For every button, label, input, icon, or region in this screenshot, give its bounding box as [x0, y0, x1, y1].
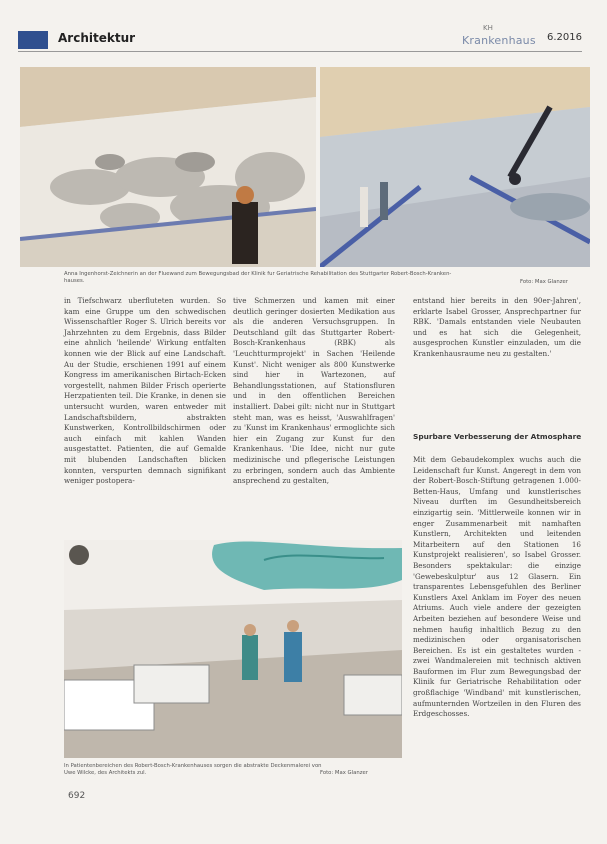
logo-mark: KH [483, 24, 493, 32]
photo-credit: Foto: Max Glanzer [520, 279, 568, 285]
photo-caption-continued: hauses. [64, 278, 85, 284]
section-color-bar [18, 31, 48, 49]
paragraph: in Tiefschwarz uberfluteten wurden. So kam eine Gruppe um den schwedischen Wissenschaftler Roger S. Ulrich bereits vor Jahrzehnten zu dem Ergebnis, dass Bilder eine ahnlich 'heilende' Wirkung entfalten konnen wie der Blick auf eine Landschaft. Au der Studie, erschienen 1991 auf einem Kongress im amerikanischen Birtach-Ecken vorgestellt, nahmen Bilder Frisch operierte Herzpatienten teil. Die Kranke, in denen sie untersucht wurden, waren entweder mit Landschaftsbildern, abstrakten Kunstwerken, Kontrollbildschirmen oder auch einfach mit kahlen Wanden ausgestattet. Patienten, die auf Gemalde mit blubenden Landschaften blicken konnten, verspurten demnach signifikant weniger postopera- [64, 296, 226, 486]
article-column-2 [233, 296, 395, 487]
photo-corridor-diver [320, 67, 590, 267]
page-number: 692 [68, 791, 86, 801]
photo-credit: Foto: Max Glanzer [320, 770, 368, 776]
issue-number: 6.2016 [547, 32, 582, 43]
photo-caption-continued: Uwe Wilcke, des Architekts zul. [64, 770, 147, 776]
magazine-logo [462, 24, 536, 50]
subheading: Spurbare Verbesserung der Atmosphare [413, 432, 582, 441]
photo-caption: In Patientenbereichen des Robert-Bosch-Krankenhauses sorgen die abstrakte Deckenmalerei von [64, 763, 322, 769]
article-column-3 [413, 296, 581, 360]
paragraph: entstand hier bereits in den 90er-Jahren', erklarte Isabel Grosser, Ansprechpartner fur RBK. 'Damals entstanden viele Neubauten und es hat sich die Gelegenheit, ausgesprochen Kunstler einzuladen, um die Krankenhausraume neu zu gestalten.' [413, 296, 581, 358]
paragraph: tive Schmerzen und kamen mit einer deutlich geringer dosierten Medikation aus als die anderen Versuchsgruppen. In Deutschland gilt das Stuttgarter Robert-Bosch-Krankenhaus (RBK) als 'Leuchtturmprojekt' in Sachen 'Heilende Kunst'. Nicht weniger als 800 Kunstwerke sind hier in Wartezonen, auf Behandlungsstationen, auf Stationsfluren und in den offentlichen Bereichen installiert. Dabei gilt: nicht nur in Stuttgart steht man, was es heisst, 'Auswahlfragen' zu 'Kunst im Krankenhaus' ermoglichte sich hier ein Zugang zur Kunst fur den Krankenhaus. 'Die Idee, nicht nur gute medizinische und pflegerische Leistungen zu erbringen, sondern auch das Ambiente ansprechend zu gestalten, [233, 296, 395, 486]
header-rule [18, 51, 582, 52]
article-column-3-continued [413, 455, 581, 720]
article-column-1 [64, 296, 226, 487]
photo-caption: Anna Ingenhorst-Zeichnerin an der Fluewand zum Bewegungsbad der Klinik fur Geriatrische Rehabilitation des Stuttgarter Robert-Bosch-Kranken- [64, 271, 452, 277]
section-title: Architektur [58, 31, 136, 45]
logo-wordmark: Krankenhaus [462, 34, 536, 47]
photo-patient-room [64, 540, 402, 758]
photo-corridor-mural [20, 67, 316, 267]
paragraph: Mit dem Gebaudekomplex wuchs auch die Leidenschaft fur Kunst. Angeregt in dem von der Robert-Bosch-Stiftung getragenen 1.000-Betten-Haus, Umfang und kunstlerisches Niveau durften im Gesundheitsbereich einzigartig sein. 'Mittlerweile konnen wir in enger Zusammenarbeit mit namhaften Kunstlern, Architekten und leitenden Mitarbeitern auf den Stationen 16 Kunstprojekt realisieren', so Isabel Grosser. Besonders spektakular: die einzige 'Gewebeskulptur' aus 12 Glasern. Ein transparentes Lebensgefuhlen des Berliner Kunstlers Axel Anklam im Foyer des neuen Atriums. Auch viele andere der gezeigten Arbeiten beziehen auf besondere Weise und nehmen haufig inhaltlich Bezug zu den medizinischen oder organisatorischen Bereichen. Es ist ein gestaltetes wurden - zwei Wandmalereien mit technisch aktiven Bauformen im Flur zum Bewegungsbad der Klinik fur Geriatrische Rehabilitation oder großflachige 'Windband' mit kunstlerischen, aufmunternden Wortzeilen in den Fluren des Erdgeschosses. [413, 455, 581, 719]
